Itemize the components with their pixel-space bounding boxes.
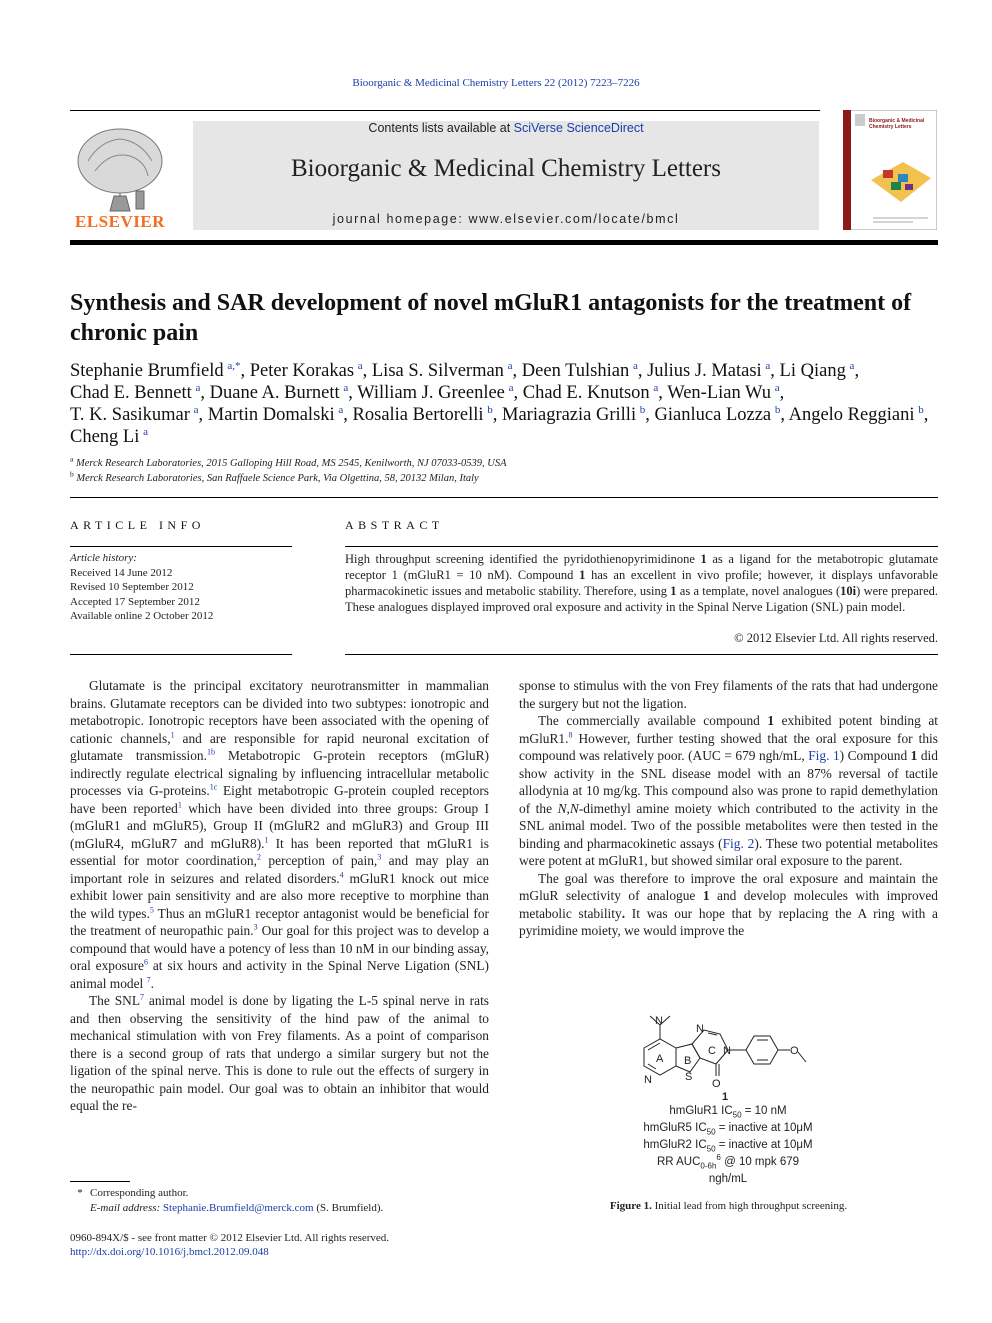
author-name[interactable]: Rosalia Bertorelli [352, 405, 484, 425]
author-affiliation-mark[interactable]: a [849, 359, 855, 372]
email-suffix: (S. Brumfield). [316, 1202, 384, 1214]
journal-citation[interactable]: Bioorganic & Medicinal Chemistry Letters 22 (2012) 7223–7226 [352, 77, 640, 89]
compound-1-structure [630, 1008, 820, 1103]
body-right-column [519, 677, 938, 940]
affiliation-b: $^b$ Merck Research Laboratories, San Raffaele Science Park, Via Olgettina, 58, 20132 Milan, Italy [70, 469, 479, 484]
author-name[interactable]: Martin Domalski [207, 405, 335, 425]
prop-hmglur5: hmGluR5 $IC_{50}$ = inactive at 10μM [643, 1122, 813, 1137]
affiliation-rule [70, 497, 938, 498]
author-name[interactable]: Julius J. Matasi [647, 361, 762, 381]
intro-paragraph-2: The SNL$^7$ animal model is done by ligating the L-5 spinal nerve in rats and then observing the sensitivity of the hind paw of the animal to mechanical stimulation with von Frey filaments. As a point of comparison there is a second group of rats that undergo a similar surgery but not the ligation of the spinal nerve. This is done to rule out the effects of surgery in the neuropathic pain model. Our goal was to obtain an inhibitor that would equal the re- [70, 992, 489, 1113]
author-list: Stephanie Brumfield $^{a,*}$, Peter Korakas $^a$, Lisa S. Silverman $^a$, Deen Tulshian $^a$, Julius J. Matasi $^a$, Li Qiang $^a$, Chad E. Bennett $^a$, Duane A. Burnett $^a$, William J. Greenlee $^a$, Chad E. Knutson $^a$, Wen-Lian Wu $^a$, T. K. Sasikumar $^a$, Martin Domalski $^a$, Rosalia Bertorelli $^b$, Mariagrazia Grilli $^b$, Gianluca Lozza $^b$, Angelo Reggiani $^b$, Cheng Li $^a$ [70, 359, 929, 447]
history-online: Available online 2 October 2012 [70, 610, 214, 622]
author-name[interactable]: Gianluca Lozza [654, 405, 772, 425]
author-name[interactable]: William J. Greenlee [357, 383, 505, 403]
body-left-column [70, 677, 489, 1115]
contents-line [193, 121, 819, 135]
article-info-rule [70, 546, 292, 547]
elsevier-wordmark: ELSEVIER [75, 212, 165, 231]
abstract-text: High throughput screening identified the pyridothienopyrimidinone 1 as a ligand for the metabotropic glutamate receptor 1 (mGluR1 = 10 nM). Compound 1 has an excellent in vivo profile; however, it displays unfavorable pharmacokinetic issues and metabolic stability. Therefore, using 1 as a template, novel analogues (10i) were prepared. These analogues displayed improved oral exposure and activity in the Spinal Nerve Ligation (SNL) pain model. [345, 552, 938, 614]
journal-homepage[interactable]: journal homepage: www.elsevier.com/locate/bmcl [332, 212, 680, 226]
abstract-heading: ABSTRACT [345, 518, 444, 532]
author-affiliation-mark[interactable]: a [357, 359, 363, 372]
footnote-rule [70, 1181, 130, 1182]
author-affiliation-mark[interactable]: a [632, 359, 638, 372]
intro-paragraph-1: Glutamate is the principal excitatory neurotransmitter in mammalian brains. Glutamate receptors can be divided into two subtypes: ionotropic and metabotropic. Ionotropic receptors have been associated with the opening of cationic channels,$^1$ and are responsible for rapid neuronal excitation of glutamate transmission.$^{1b}$ Metabotropic G-protein receptors (mGluR) indirectly regulate electrical signaling by influencing intracellular metabolic processes via G-proteins.$^{1c}$ Eight metabotropic G-protein coupled receptors have been reported$^1$ which have been divided into three groups: Group I (mGluR1 and mGluR5), Group II (mGluR2 and mGluR3) and Group III (mGluR4, mGluR7 and mGluR8).$^1$ It has been reported that mGluR1 is essential for motor coordination,$^2$ perception of pain,$^3$ and may play an important role in seizures and related disorders.$^4$ mGluR1 knock out mice exhibit lower pain sensitivity and are also more receptive to morphine than the wild types.$^5$ Thus an mGluR1 receptor antagonist would be beneficial for the treatment of neuropathic pain.$^3$ Our goal for this project was to develop a compound that would have a potency of less than 10 nM in our binding assay, oral exposure$^6$ at six hours and activity in the Spinal Nerve Ligation (SNL) animal model $^7$. [70, 678, 490, 991]
author-name[interactable]: Cheng Li [70, 427, 140, 447]
author-affiliation-mark[interactable]: a [765, 359, 771, 372]
author-affiliation-mark[interactable]: a [774, 381, 780, 394]
svg-text:B: B [684, 1055, 692, 1067]
prop-hmglur1: hmGluR1 $IC_{50} = 10$ nM [669, 1105, 787, 1120]
compound-number: 1 [721, 1091, 729, 1103]
svg-text:O: O [712, 1078, 721, 1090]
figure-1-properties [600, 1103, 856, 1188]
intro-paragraph-4: The goal was therefore to improve the oral exposure and maintain the mGluR selectivity of analogue 1 and develop molecules with improved metabolic stability. It was our hope that by replacing the A ring with a pyrimidine moiety, we would improve the [519, 870, 938, 938]
journal-title: Bioorganic & Medicinal Chemistry Letters [290, 155, 721, 182]
author-email-link[interactable]: Stephanie.Brumfield@merck.com [162, 1202, 314, 1214]
svg-text:A: A [656, 1053, 664, 1065]
prop-auc-unit: ngh/mL [708, 1173, 748, 1185]
author-affiliation-mark[interactable]: a [653, 381, 659, 394]
author-affiliation-mark[interactable]: a,* [227, 359, 241, 372]
author-name[interactable]: Deen Tulshian [521, 361, 630, 381]
header-thick-rule [70, 240, 938, 245]
doi-link[interactable]: http://dx.doi.org/10.1016/j.bmcl.2012.09.048 [70, 1246, 269, 1258]
email-label: E-mail address: [90, 1202, 161, 1214]
svg-text:N: N [723, 1045, 731, 1057]
article-title: Synthesis and SAR development of novel mGluR1 antagonists for the treatment of chronic pain [70, 290, 912, 346]
author-affiliation-mark[interactable]: a [193, 403, 199, 416]
history-received: Received 14 June 2012 [70, 566, 173, 579]
history-accepted: Accepted 17 September 2012 [70, 595, 200, 608]
author-name[interactable]: Wen-Lian Wu [667, 383, 771, 403]
intro-paragraph-3: The commercially available compound 1 exhibited potent binding at mGluR1.$^8$ However, further testing showed that the oral exposure for this compound was relatively poor. (AUC = 679 ngh/mL, Fig. 1) Compound 1 did show activity in the SNL disease model with an 87% reversal of tactile allodynia at 10 mg/kg. This compound also was prone to rapid demethylation of the N,N-dimethyl amine moiety which contributed to the activity in the SNL animal model. Two of the possible metabolites were then tested in the binding and pharmacokinetic assays (Fig. 2). These two potential metabolites were potent at mGluR1, but showed similar oral exposure to the parent. [519, 713, 938, 868]
figure-1-label: Figure 1. [609, 1200, 652, 1212]
author-name[interactable]: Stephanie Brumfield [70, 361, 224, 381]
cover-title: Bioorganic & Medicinal [869, 118, 925, 124]
article-info-bottom-rule [70, 654, 292, 655]
author-name[interactable]: Angelo Reggiani [788, 405, 915, 425]
author-affiliation-mark[interactable]: a [338, 403, 344, 416]
copyright-notice: © 2012 Elsevier Ltd. All rights reserved. [734, 631, 938, 645]
issn-line [70, 1231, 490, 1259]
author-name[interactable]: Li Qiang [779, 361, 846, 381]
author-name[interactable]: Lisa S. Silverman [371, 361, 504, 381]
contents-prefix: Contents lists available at [368, 121, 514, 135]
article-info-heading: ARTICLE INFO [70, 518, 205, 532]
author-affiliation-mark[interactable]: a [508, 381, 514, 394]
author-affiliation-mark[interactable]: a [195, 381, 201, 394]
abstract-rule [345, 546, 938, 547]
corresponding-label: Corresponding author. [90, 1187, 189, 1199]
svg-text:N: N [644, 1074, 652, 1086]
author-affiliation-mark[interactable]: b [918, 403, 924, 416]
figure-1-caption [519, 1200, 938, 1212]
svg-text:N: N [655, 1015, 663, 1027]
author-affiliation-mark[interactable]: a [343, 381, 349, 394]
sciencedirect-link[interactable]: SciVerse ScienceDirect [513, 121, 644, 135]
author-name[interactable]: T. K. Sasikumar [70, 405, 190, 425]
affiliation-a: $^a$ Merck Research Laboratories, 2015 Galloping Hill Road, MS 2545, Kenilworth, NJ 07033-0539, USA [70, 454, 507, 469]
abstract-bottom-rule [345, 654, 938, 655]
svg-text:S: S [685, 1071, 693, 1083]
journal-cover-thumbnail[interactable] [843, 110, 937, 230]
history-label: Article history: [70, 552, 137, 564]
author-name[interactable]: Chad E. Knutson [522, 383, 650, 403]
intro-paragraph-2-cont: sponse to stimulus with the von Frey filaments of the rats that had undergone the surgery but not the ligation. [519, 678, 938, 711]
issn-text: 0960-894X/$ - see front matter © 2012 Elsevier Ltd. All rights reserved. [70, 1232, 390, 1244]
author-affiliation-mark[interactable]: b [487, 403, 493, 416]
author-affiliation-mark[interactable]: b [774, 403, 781, 416]
author-affiliation-mark[interactable]: a [507, 359, 513, 372]
author-name[interactable]: Duane A. Burnett [209, 383, 340, 403]
prop-auc: RR $AUC_{0-6h}^6$ @ 10 mpk 679 [656, 1153, 800, 1171]
author-name[interactable]: Peter Korakas [249, 361, 355, 381]
author-affiliation-mark[interactable]: b [639, 403, 646, 416]
header-rule [70, 110, 820, 111]
corresponding-footnote: * Corresponding author. E-mail address: Stephanie.Brumfield@merck.com (S. Brumfield). [77, 1187, 384, 1214]
author-affiliation-mark[interactable]: a [143, 425, 148, 438]
prop-hmglur2: hmGluR2 $IC_{50}$ = inactive at 10μM [643, 1139, 813, 1154]
author-name[interactable]: Chad E. Bennett [70, 383, 192, 403]
svg-text:Chemistry Letters: Chemistry Letters [869, 124, 912, 130]
author-name[interactable]: Mariagrazia Grilli [502, 405, 637, 425]
svg-text:C: C [708, 1045, 716, 1057]
article-history [70, 551, 300, 624]
history-revised: Revised 10 September 2012 [70, 581, 194, 593]
figure-1-caption-text: Initial lead from high throughput screening. [654, 1200, 848, 1212]
svg-text:N: N [696, 1023, 704, 1035]
svg-text:O: O [790, 1045, 799, 1057]
